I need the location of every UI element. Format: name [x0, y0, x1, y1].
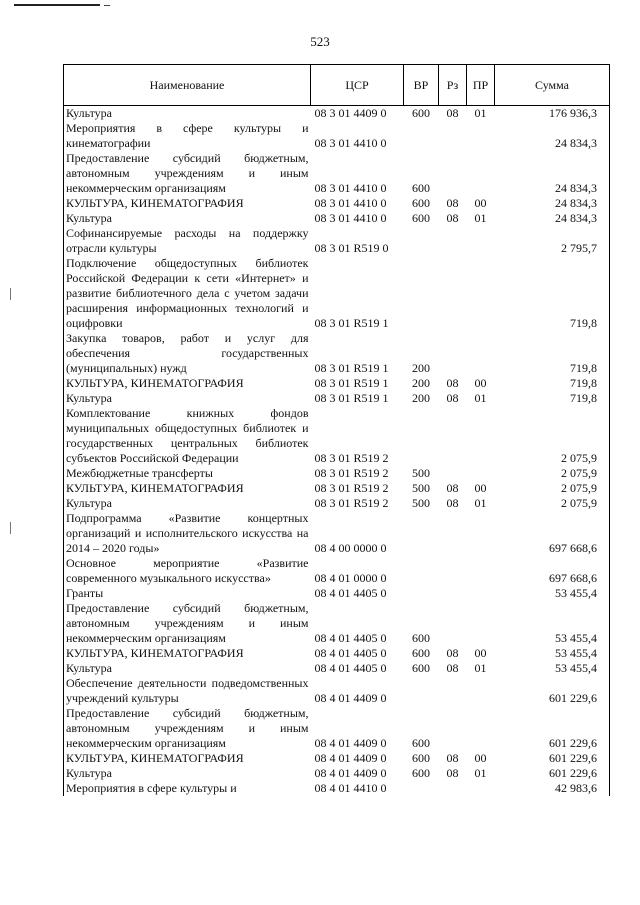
cell-pr [467, 511, 495, 556]
cell-csr: 08 4 01 0000 0 [314, 571, 387, 585]
cell-vr: 600 [412, 211, 430, 225]
cell-name: КУЛЬТУРА, КИНЕМАТОГРАФИЯ [64, 646, 311, 661]
cell-pr: 00 [474, 481, 487, 495]
cell-vr: 600 [412, 106, 430, 120]
scan-mark [14, 4, 100, 6]
cell-csr: 08 4 01 4409 0 [314, 766, 387, 780]
cell-pr [467, 586, 495, 601]
cell-name: Культура [64, 496, 311, 511]
cell-pr [467, 466, 495, 481]
cell-name: Культура [64, 661, 311, 676]
cell-pr [467, 601, 495, 646]
cell-pr: 01 [474, 391, 487, 405]
cell-csr: 08 3 01 R519 0 [314, 241, 389, 255]
cell-name: КУЛЬТУРА, КИНЕМАТОГРАФИЯ [64, 376, 311, 391]
cell-sum: 53 455,4 [495, 601, 610, 646]
cell-name: Культура [64, 106, 311, 122]
cell-name: Гранты [64, 586, 311, 601]
cell-name: Основное мероприятие «Развитие современного музыкального искусства» [64, 556, 311, 586]
table-row [64, 376, 610, 391]
table-header-row [64, 65, 610, 106]
cell-vr: 600 [412, 196, 430, 210]
cell-vr [404, 511, 439, 556]
cell-pr [467, 226, 495, 256]
cell-vr: 500 [412, 481, 430, 495]
cell-pr: 01 [474, 106, 487, 120]
cell-sum: 176 936,3 [495, 106, 610, 122]
cell-pr: 00 [474, 376, 487, 390]
cell-sum: 2 795,7 [495, 226, 610, 256]
cell-csr: 08 3 01 R519 2 [314, 451, 389, 465]
cell-name: Закупка товаров, работ и услуг для обеспечения государственных (муниципальных) нужд [64, 331, 311, 376]
cell-rz [439, 406, 467, 466]
cell-pr [467, 331, 495, 376]
cell-name: Мероприятия в сфере культуры и [64, 781, 311, 796]
cell-sum: 24 834,3 [495, 121, 610, 151]
cell-vr [404, 226, 439, 256]
table-row [64, 151, 610, 196]
table-row [64, 211, 610, 226]
cell-pr [467, 256, 495, 331]
cell-sum: 601 229,6 [495, 766, 610, 781]
table-row [64, 466, 610, 481]
table-row [64, 781, 610, 796]
table-row [64, 706, 610, 751]
cell-name: Софинансируемые расходы на поддержку отрасли культуры [64, 226, 311, 256]
cell-name: Предоставление субсидий бюджетным, автономным учреждениям и иным некоммерческим организациям [64, 601, 311, 646]
cell-pr: 01 [474, 211, 487, 225]
cell-sum: 24 834,3 [495, 196, 610, 211]
cell-name: Обеспечение деятельности подведомственных учреждений культуры [64, 676, 311, 706]
cell-csr: 08 4 01 4405 0 [314, 646, 387, 660]
cell-pr: 00 [474, 196, 487, 210]
cell-rz: 08 [446, 646, 459, 660]
cell-csr: 08 4 01 4409 0 [314, 736, 387, 750]
cell-name: Мероприятия в сфере культуры и кинематографии [64, 121, 311, 151]
cell-vr [404, 781, 439, 796]
cell-rz [439, 706, 467, 751]
cell-sum: 24 834,3 [495, 211, 610, 226]
cell-rz: 08 [446, 196, 459, 210]
cell-pr: 01 [474, 496, 487, 510]
cell-pr: 00 [474, 751, 487, 765]
cell-csr: 08 3 01 4410 0 [314, 181, 387, 195]
cell-sum: 24 834,3 [495, 151, 610, 196]
table-row [64, 601, 610, 646]
cell-vr: 600 [412, 736, 430, 750]
cell-csr: 08 3 01 4409 0 [314, 106, 387, 120]
cell-rz: 08 [446, 766, 459, 780]
cell-name: Подпрограмма «Развитие концертных организаций и исполнительского искусства на 2014 – 2020 годы» [64, 511, 311, 556]
cell-csr: 08 4 01 4409 0 [314, 691, 387, 705]
header-rz: Рз [439, 65, 467, 106]
cell-rz: 08 [446, 106, 459, 120]
cell-sum: 53 455,4 [495, 661, 610, 676]
cell-rz: 08 [446, 751, 459, 765]
cell-rz: 08 [446, 481, 459, 495]
cell-name: Культура [64, 766, 311, 781]
cell-csr: 08 3 01 4410 0 [314, 196, 387, 210]
table-row [64, 121, 610, 151]
scan-mark [10, 288, 11, 300]
cell-csr: 08 3 01 R519 1 [314, 391, 389, 405]
cell-vr: 600 [412, 646, 430, 660]
cell-rz [439, 466, 467, 481]
table-row [64, 196, 610, 211]
table-row [64, 481, 610, 496]
table-body [64, 106, 610, 797]
cell-pr: 01 [474, 661, 487, 675]
cell-name: Комплектование книжных фондов муниципальных общедоступных библиотек и государственных центральных библиотек субъектов Российской Федерации [64, 406, 311, 466]
cell-csr: 08 3 01 R519 1 [314, 316, 389, 330]
scan-mark [104, 5, 110, 6]
cell-rz [439, 601, 467, 646]
cell-csr: 08 4 01 4409 0 [314, 751, 387, 765]
cell-rz: 08 [446, 211, 459, 225]
cell-csr: 08 3 01 R519 2 [314, 496, 389, 510]
cell-sum: 719,8 [495, 331, 610, 376]
cell-pr [467, 676, 495, 706]
header-vr: ВР [404, 65, 439, 106]
cell-pr [467, 781, 495, 796]
table-row [64, 556, 610, 586]
cell-vr [404, 586, 439, 601]
page-number: 523 [310, 34, 330, 49]
cell-csr: 08 4 01 4405 0 [314, 661, 387, 675]
cell-name: Предоставление субсидий бюджетным, автономным учреждениям и иным некоммерческим организациям [64, 706, 311, 751]
cell-rz: 08 [446, 661, 459, 675]
cell-pr [467, 151, 495, 196]
cell-pr [467, 406, 495, 466]
cell-sum: 601 229,6 [495, 751, 610, 766]
cell-rz [439, 151, 467, 196]
cell-pr: 01 [474, 766, 487, 780]
table-row [64, 331, 610, 376]
cell-vr: 600 [412, 661, 430, 675]
cell-csr: 08 4 00 0000 0 [314, 541, 387, 555]
cell-name: Межбюджетные трансферты [64, 466, 311, 481]
cell-vr [404, 121, 439, 151]
cell-pr [467, 556, 495, 586]
cell-sum: 601 229,6 [495, 676, 610, 706]
cell-csr: 08 4 01 4405 0 [314, 631, 387, 645]
cell-vr: 200 [412, 376, 430, 390]
table-row [64, 676, 610, 706]
cell-rz [439, 256, 467, 331]
cell-name: Подключение общедоступных библиотек Российской Федерации к сети «Интернет» и развитие библиотечного дела с учетом задачи расширения информационных технологий и оцифровки [64, 256, 311, 331]
scan-mark [10, 522, 11, 534]
header-sum: Сумма [495, 65, 610, 106]
cell-rz: 08 [446, 496, 459, 510]
table-row [64, 646, 610, 661]
table-row [64, 106, 610, 122]
cell-rz [439, 121, 467, 151]
cell-name: КУЛЬТУРА, КИНЕМАТОГРАФИЯ [64, 751, 311, 766]
header-pr: ПР [467, 65, 495, 106]
cell-vr: 600 [412, 181, 430, 195]
cell-vr: 500 [412, 496, 430, 510]
cell-sum: 2 075,9 [495, 466, 610, 481]
table-row [64, 226, 610, 256]
cell-vr: 500 [412, 466, 430, 480]
cell-sum: 719,8 [495, 256, 610, 331]
cell-rz [439, 556, 467, 586]
cell-vr [404, 406, 439, 466]
cell-pr [467, 121, 495, 151]
cell-name: Предоставление субсидий бюджетным, автономным учреждениям и иным некоммерческим организациям [64, 151, 311, 196]
cell-rz: 08 [446, 376, 459, 390]
cell-csr: 08 3 01 R519 1 [314, 376, 389, 390]
table-row [64, 496, 610, 511]
cell-sum: 719,8 [495, 391, 610, 406]
cell-sum: 601 229,6 [495, 706, 610, 751]
cell-vr: 600 [412, 631, 430, 645]
table-row [64, 586, 610, 601]
cell-vr [404, 556, 439, 586]
cell-rz [439, 226, 467, 256]
cell-rz [439, 331, 467, 376]
cell-rz [439, 781, 467, 796]
cell-sum: 53 455,4 [495, 646, 610, 661]
table-row [64, 661, 610, 676]
cell-rz [439, 676, 467, 706]
cell-pr: 00 [474, 646, 487, 660]
cell-sum: 2 075,9 [495, 496, 610, 511]
cell-name: КУЛЬТУРА, КИНЕМАТОГРАФИЯ [64, 481, 311, 496]
cell-vr [404, 676, 439, 706]
cell-sum: 2 075,9 [495, 406, 610, 466]
cell-name: КУЛЬТУРА, КИНЕМАТОГРАФИЯ [64, 196, 311, 211]
cell-csr: 08 3 01 R519 1 [314, 361, 389, 375]
cell-sum: 697 668,6 [495, 511, 610, 556]
cell-sum: 697 668,6 [495, 556, 610, 586]
cell-csr: 08 3 01 R519 2 [314, 466, 389, 480]
cell-sum: 2 075,9 [495, 481, 610, 496]
cell-csr: 08 4 01 4405 0 [314, 586, 387, 600]
cell-vr: 200 [412, 391, 430, 405]
cell-csr: 08 3 01 4410 0 [314, 136, 387, 150]
cell-name: Культура [64, 211, 311, 226]
cell-vr: 200 [412, 361, 430, 375]
table-row [64, 256, 610, 331]
cell-sum: 719,8 [495, 376, 610, 391]
cell-pr [467, 706, 495, 751]
cell-sum: 53 455,4 [495, 586, 610, 601]
header-csr: ЦСР [311, 65, 404, 106]
cell-name: Культура [64, 391, 311, 406]
cell-vr [404, 256, 439, 331]
cell-csr: 08 3 01 4410 0 [314, 211, 387, 225]
table-row [64, 511, 610, 556]
cell-vr: 600 [412, 766, 430, 780]
table-row [64, 751, 610, 766]
cell-rz [439, 511, 467, 556]
table-row [64, 391, 610, 406]
table-row [64, 766, 610, 781]
cell-csr: 08 3 01 R519 2 [314, 481, 389, 495]
cell-rz: 08 [446, 391, 459, 405]
budget-table [63, 64, 610, 796]
cell-sum: 42 983,6 [495, 781, 610, 796]
table-row [64, 406, 610, 466]
cell-rz [439, 586, 467, 601]
header-name: Наименование [64, 65, 311, 106]
cell-vr: 600 [412, 751, 430, 765]
cell-csr: 08 4 01 4410 0 [314, 781, 387, 795]
